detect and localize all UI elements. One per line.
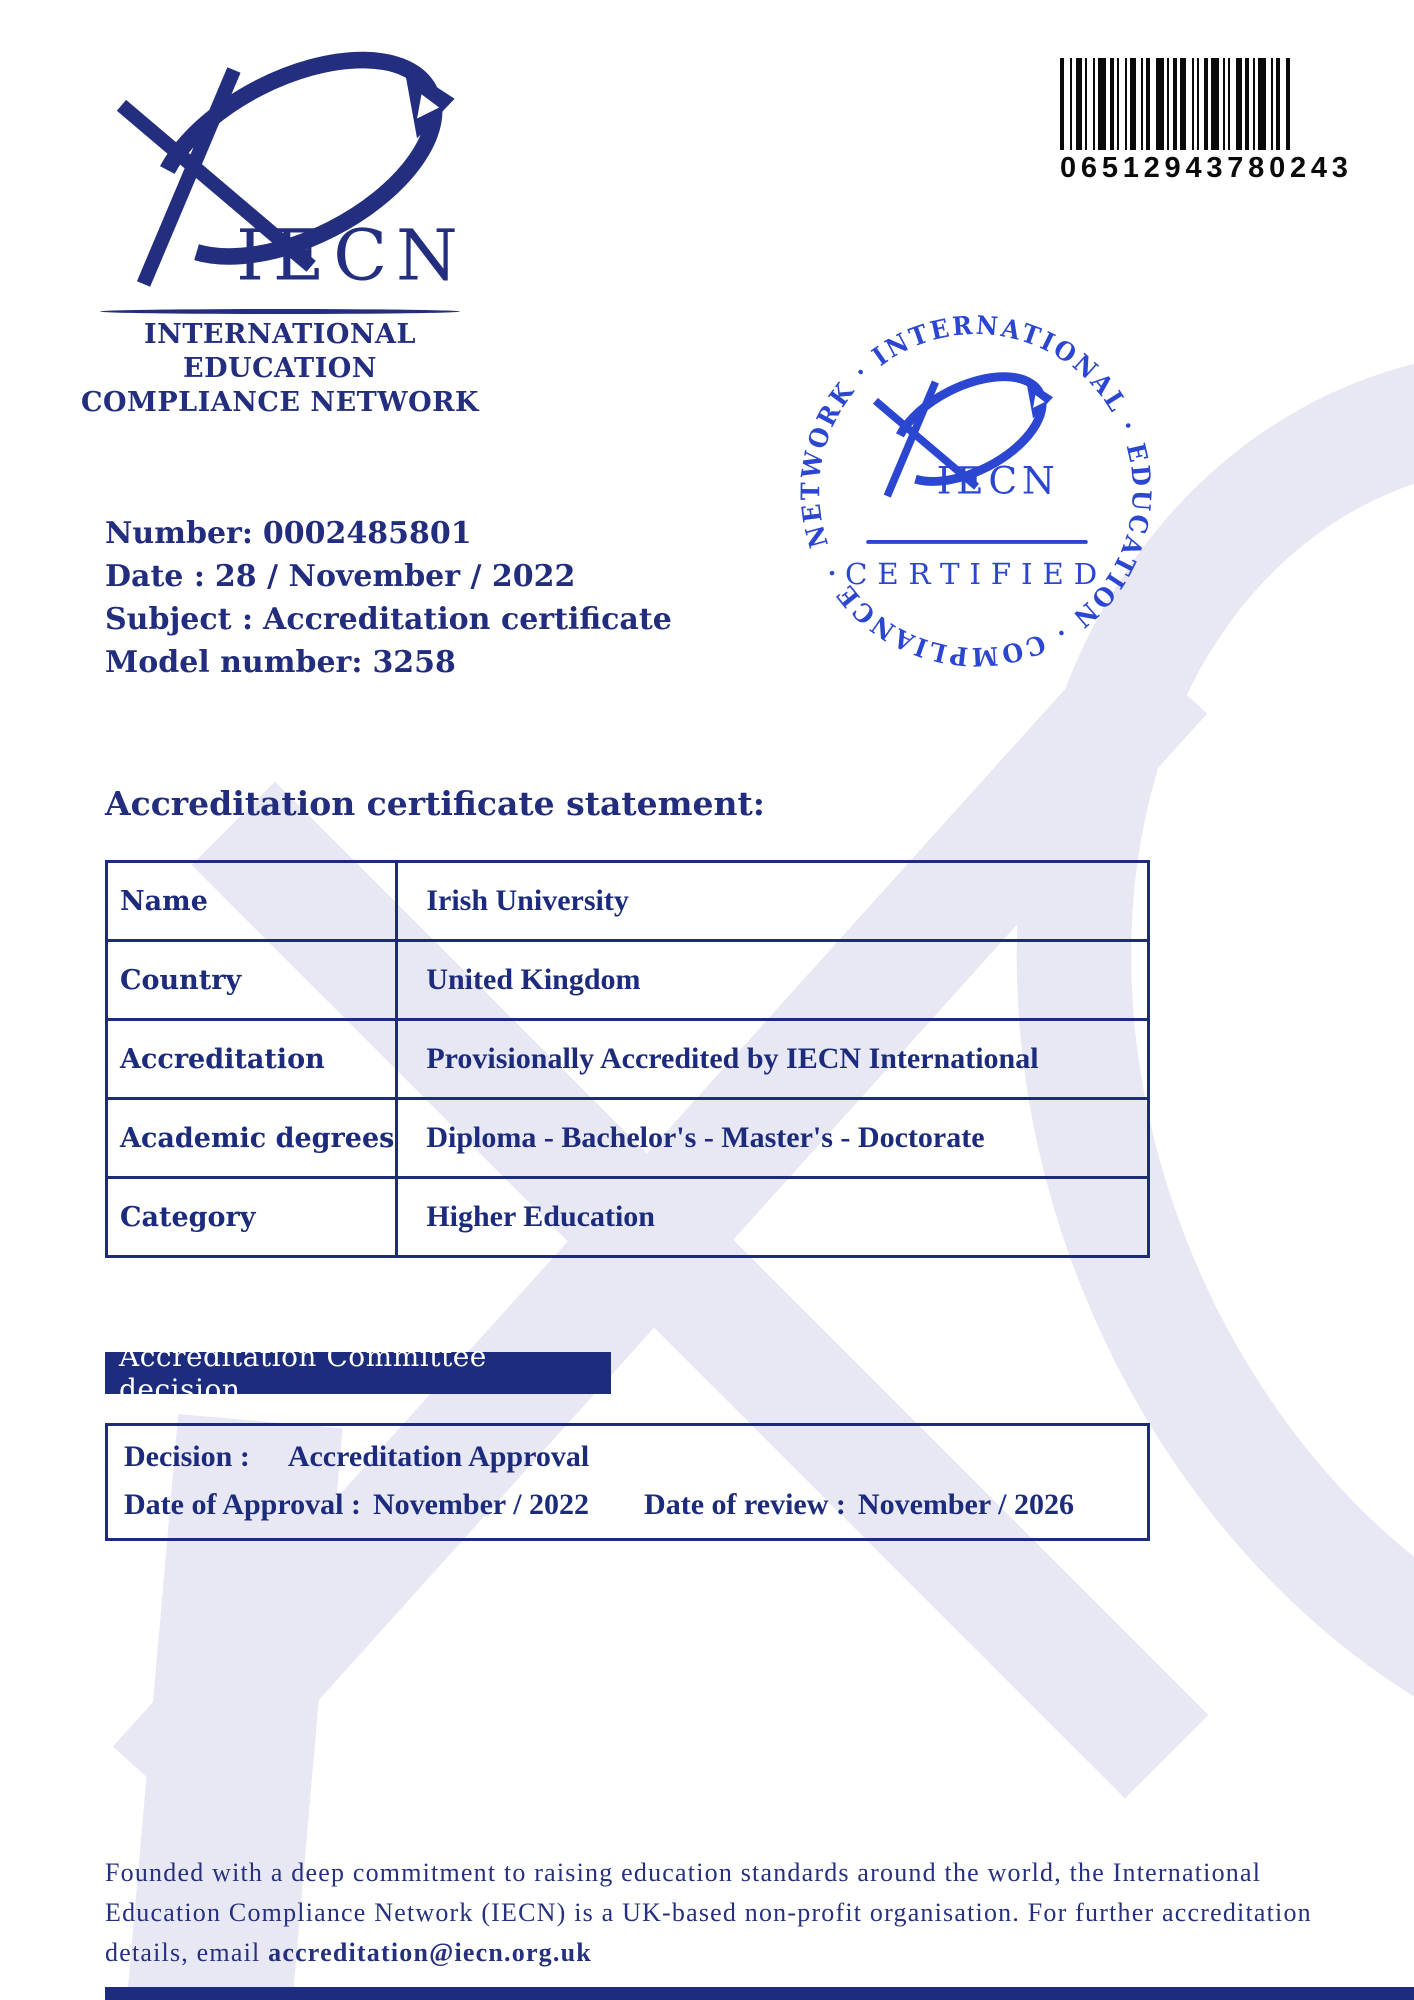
row-label: Category [107, 1178, 397, 1257]
number-label: Number: [105, 516, 253, 551]
row-value: Irish University [397, 862, 1149, 941]
table-row [107, 1178, 1149, 1257]
row-value: United Kingdom [397, 941, 1149, 1020]
decision-dates-line [124, 1488, 1147, 1522]
date-value: 28 / November / 2022 [214, 559, 576, 594]
row-label: Accreditation [107, 1020, 397, 1099]
row-label: Country [107, 941, 397, 1020]
meta-model [105, 641, 672, 684]
table-row [107, 1020, 1149, 1099]
bottom-accent-bar [105, 1987, 1414, 2000]
logo-divider [100, 309, 460, 314]
table-row [107, 862, 1149, 941]
review-date-label: Date of review : [644, 1488, 846, 1521]
statement-heading: Accreditation certificate statement: [105, 784, 765, 823]
statement-table [105, 860, 1150, 1258]
row-label: Name [107, 862, 397, 941]
barcode-digits: 0 6 5 1 2 9 4 3 7 8 0 2 4 3 [1060, 152, 1348, 184]
row-value: Higher Education [397, 1178, 1149, 1257]
meta-number [105, 512, 672, 555]
table-row [107, 941, 1149, 1020]
decision-value: Accreditation Approval [287, 1440, 590, 1473]
model-value: 3258 [372, 645, 456, 680]
footer-body: Founded with a deep commitment to raising education standards around the world, the International Education Compliance Network (IECN) is a UK-based non-profit organisation. For further accreditation details, email [105, 1858, 1312, 1967]
subject-label: Subject : [105, 602, 254, 637]
row-label: Academic degrees [107, 1099, 397, 1178]
subject-value: Accreditation certificate [263, 602, 672, 637]
seal-divider [866, 540, 1087, 544]
decision-box [105, 1423, 1150, 1541]
row-value: Provisionally Accredited by IECN International [397, 1020, 1149, 1099]
decision-label: Decision : [124, 1440, 250, 1473]
decision-line [124, 1440, 1147, 1474]
decision-banner: Accreditation Committee decision [105, 1352, 611, 1394]
footer-text [105, 1853, 1345, 1973]
barcode-bars [1060, 58, 1348, 150]
seal-certified-label: CERTIFIED [845, 557, 1107, 592]
approval-date-value: November / 2022 [372, 1488, 590, 1521]
certified-seal-icon [780, 295, 1172, 687]
iecn-logo-icon [95, 50, 470, 304]
org-name-line1: INTERNATIONAL EDUCATION [144, 319, 416, 384]
organization-name [80, 318, 480, 420]
barcode [1060, 58, 1348, 185]
model-label: Model number: [105, 645, 363, 680]
review-date-value: November / 2026 [857, 1488, 1074, 1521]
logo-acronym: IECN [236, 213, 467, 297]
date-label: Date : [105, 559, 205, 594]
table-row [107, 1099, 1149, 1178]
row-value: Diploma - Bachelor's - Master's - Doctorate [397, 1099, 1149, 1178]
certificate-meta [105, 512, 672, 684]
meta-date [105, 555, 672, 598]
meta-subject [105, 598, 672, 641]
approval-date-label: Date of Approval : [124, 1488, 361, 1521]
number-value: 0002485801 [262, 516, 472, 551]
org-name-line2: COMPLIANCE NETWORK [80, 387, 479, 418]
footer-email: accreditation@iecn.org.uk [268, 1938, 592, 1967]
seal-acronym: IECN [936, 458, 1060, 503]
seal-ring-text: NETWORK · INTERNATIONAL · EDUCATION · COMPLIANCE · [796, 310, 1157, 672]
